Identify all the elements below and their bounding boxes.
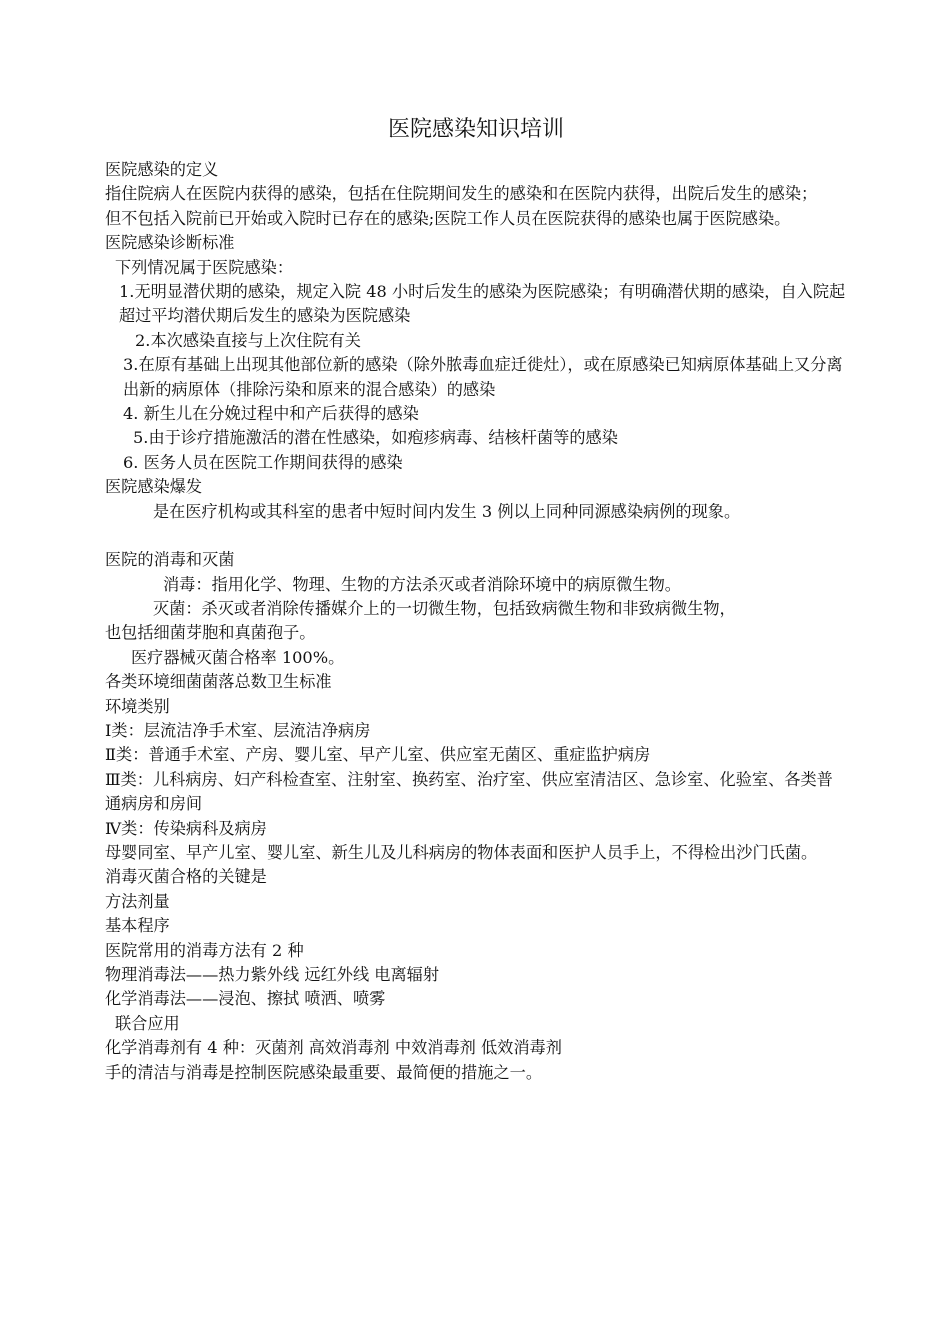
list-item-class-2: Ⅱ类：普通手术室、产房、婴儿室、早产儿室、供应室无菌区、重症监护病房 [105,745,651,765]
paragraph-sterilization-rate: 医疗器械灭菌合格率 100%。 [131,647,345,667]
heading-environment-standard: 各类环境细菌菌落总数卫生标准 [105,672,332,692]
heading-definition: 医院感染的定义 [105,160,219,179]
list-item-criterion-5: 5.由于诊疗措施激活的潜在性感染，如疱疹病毒、结核杆菌等的感染 [133,428,618,448]
paragraph-physical-method: 物理消毒法——热力紫外线 远红外线 电离辐射 [105,965,440,984]
heading-outbreak: 医院感染爆发 [105,477,203,497]
list-item-class-3: Ⅲ类：儿科病房、妇产科检查室、注射室、换药室、治疗室、供应室清洁区、急诊室、化验室、各类普通病房和房间 [105,769,833,814]
heading-common-methods: 医院常用的消毒方法有 2 种 [105,940,304,960]
heading-key-factors: 消毒灭菌合格的关键是 [105,867,267,887]
paragraph-definition-2: 但不包括入院前已开始或入院时已存在的感染;医院工作人员在医院获得的感染也属于医院感染。 [105,208,791,228]
heading-diagnosis: 医院感染诊断标准 [105,233,235,253]
paragraph-definition-1: 指住院病人在医院内获得的感染，包括在住院期间发生的感染和在医院内获得，出院后发生的感染； [105,184,818,204]
list-item-criterion-4: 4. 新生儿在分娩过程中和产后获得的感染 [123,404,419,424]
paragraph-diagnosis-intro: 下列情况属于医院感染： [115,257,294,277]
paragraph-outbreak: 是在医疗机构或其科室的患者中短时间内发生 3 例以上同种同源感染病例的现象。 [153,501,741,521]
document-title: 医院感染知识培训 [387,117,564,142]
heading-disinfection: 医院的消毒和灭菌 [105,550,235,570]
paragraph-hand-hygiene: 手的清洁与消毒是控制医院感染最重要、最简便的措施之一。 [105,1062,543,1082]
heading-environment-category: 环境类别 [105,696,170,716]
list-item-class-1: Ⅰ类：层流洁净手术室、层流洁净病房 [105,720,371,740]
paragraph-basic-procedure: 基本程序 [105,916,170,936]
paragraph-salmonella: 母婴同室、早产儿室、婴儿室、新生儿及儿科病房的物体表面和医护人员手上，不得检出沙门氏菌。 [105,842,818,862]
paragraph-combined-use: 联合应用 [115,1013,180,1033]
blank-line [105,524,847,548]
list-item-criterion-1: 1.无明显潜伏期的感染，规定入院 48 小时后发生的感染为医院感染；有明确潜伏期的感染，自入院起超过平均潜伏期后发生的感染为医院感染 [119,282,846,326]
list-item-criterion-3: 3.在原有基础上出现其他部位新的感染（除外脓毒血症迁徙灶），或在原感染已知病原体基础上又分离出新的病原体（排除污染和原来的混合感染）的感染 [123,355,843,399]
document-page [105,110,847,1085]
paragraph-chemical-disinfectants: 化学消毒剂有 4 种：灭菌剂 高效消毒剂 中效消毒剂 低效消毒剂 [105,1038,562,1058]
paragraph-disinfection: 消毒：指用化学、物理、生物的方法杀灭或者消除环境中的病原微生物。 [163,574,681,594]
list-item-criterion-6: 6. 医务人员在医院工作期间获得的感染 [123,452,403,472]
paragraph-sterilization-2: 也包括细菌芽胞和真菌孢子。 [105,623,316,643]
paragraph-method-dose: 方法剂量 [105,891,170,911]
paragraph-chemical-method: 化学消毒法——浸泡、擦拭 喷洒、喷雾 [105,989,386,1009]
list-item-class-4: Ⅳ类：传染病科及病房 [105,818,267,838]
list-item-criterion-2: 2.本次感染直接与上次住院有关 [135,330,361,350]
paragraph-sterilization-1: 灭菌：杀灭或者消除传播媒介上的一切微生物，包括致病微生物和非致病微生物， [153,598,736,618]
